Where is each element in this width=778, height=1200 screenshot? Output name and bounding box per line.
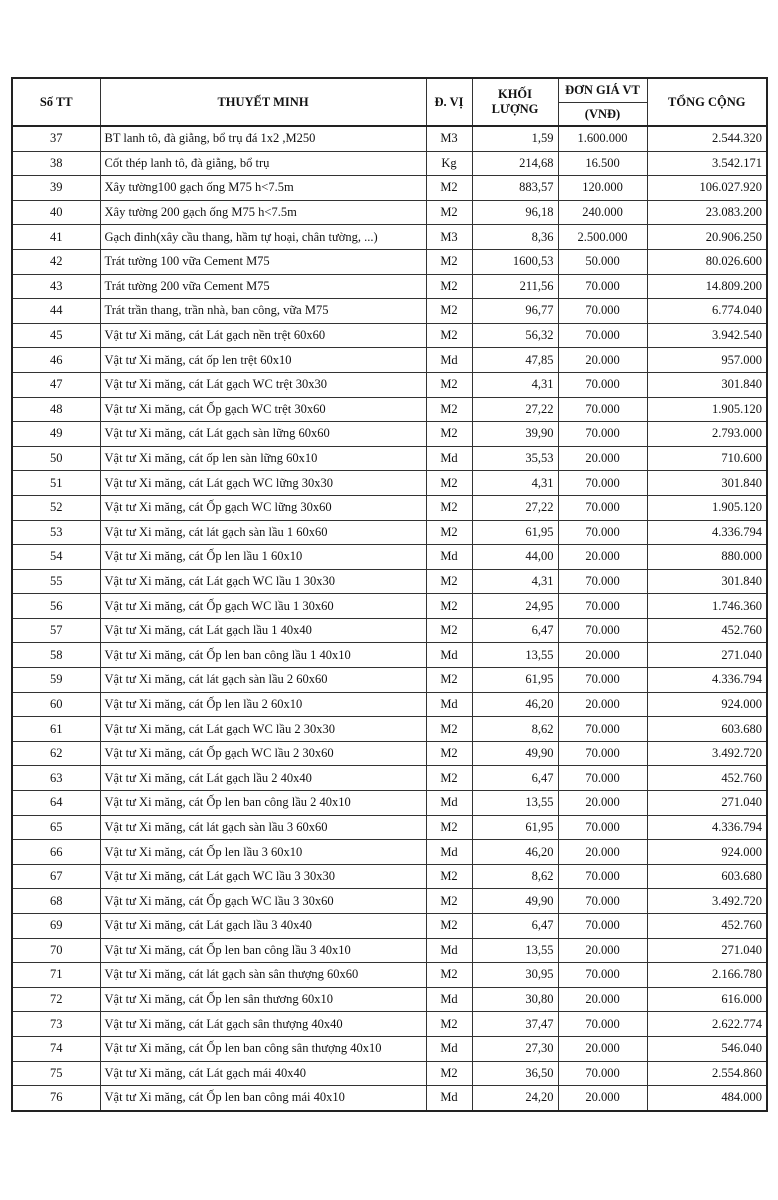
row-description: Vật tư Xi măng, cát Ốp len ban công lầu 2 40x10 bbox=[100, 791, 426, 816]
row-quantity: 8,62 bbox=[472, 864, 558, 889]
row-unit-price: 70.000 bbox=[558, 397, 647, 422]
row-unit-price: 70.000 bbox=[558, 864, 647, 889]
row-total: 23.083.200 bbox=[647, 200, 767, 225]
table-row bbox=[12, 717, 767, 742]
row-number: 51 bbox=[12, 471, 100, 496]
table-row bbox=[12, 446, 767, 471]
row-description: Vật tư Xi măng, cát Lát gạch WC lầu 3 30x30 bbox=[100, 864, 426, 889]
table-row bbox=[12, 618, 767, 643]
row-unit: M2 bbox=[426, 963, 472, 988]
table-row bbox=[12, 422, 767, 447]
row-unit: Md bbox=[426, 791, 472, 816]
table-row bbox=[12, 569, 767, 594]
row-number: 68 bbox=[12, 889, 100, 914]
header-stt: Số TT bbox=[12, 78, 100, 126]
header-unit-price-currency: (VNĐ) bbox=[558, 103, 647, 127]
row-description: Vật tư Xi măng, cát Lát gạch mái 40x40 bbox=[100, 1061, 426, 1086]
row-quantity: 27,30 bbox=[472, 1036, 558, 1061]
row-quantity: 96,18 bbox=[472, 200, 558, 225]
row-quantity: 27,22 bbox=[472, 397, 558, 422]
row-unit-price: 70.000 bbox=[558, 422, 647, 447]
row-quantity: 61,95 bbox=[472, 520, 558, 545]
row-quantity: 30,95 bbox=[472, 963, 558, 988]
header-total: TỔNG CỘNG bbox=[647, 78, 767, 126]
row-description: Vật tư Xi măng, cát Lát gạch nền trệt 60x60 bbox=[100, 323, 426, 348]
table-row bbox=[12, 200, 767, 225]
row-description: Vật tư Xi măng, cát Ốp len lầu 1 60x10 bbox=[100, 545, 426, 570]
table-row bbox=[12, 1086, 767, 1111]
row-number: 57 bbox=[12, 618, 100, 643]
row-unit: M2 bbox=[426, 914, 472, 939]
row-description: Vật tư Xi măng, cát Lát gạch lầu 3 40x40 bbox=[100, 914, 426, 939]
table-row bbox=[12, 741, 767, 766]
row-total: 2.793.000 bbox=[647, 422, 767, 447]
row-total: 452.760 bbox=[647, 618, 767, 643]
row-unit-price: 20.000 bbox=[558, 791, 647, 816]
row-description: Vật tư Xi măng, cát Ốp gạch WC lầu 3 30x60 bbox=[100, 889, 426, 914]
row-unit: Md bbox=[426, 348, 472, 373]
row-number: 44 bbox=[12, 299, 100, 324]
row-unit-price: 70.000 bbox=[558, 889, 647, 914]
row-number: 42 bbox=[12, 249, 100, 274]
table-row bbox=[12, 299, 767, 324]
row-description: Vật tư Xi măng, cát Ốp len ban công lầu 3 40x10 bbox=[100, 938, 426, 963]
row-unit-price: 70.000 bbox=[558, 299, 647, 324]
row-number: 66 bbox=[12, 840, 100, 865]
table-row bbox=[12, 963, 767, 988]
table-row bbox=[12, 1036, 767, 1061]
row-description: Gạch đinh(xây cầu thang, hầm tự hoại, chân tường, ...) bbox=[100, 225, 426, 250]
table-row bbox=[12, 987, 767, 1012]
row-unit-price: 70.000 bbox=[558, 766, 647, 791]
row-quantity: 6,47 bbox=[472, 914, 558, 939]
row-unit: M2 bbox=[426, 200, 472, 225]
table-row bbox=[12, 126, 767, 151]
row-unit-price: 70.000 bbox=[558, 594, 647, 619]
row-quantity: 44,00 bbox=[472, 545, 558, 570]
table-row bbox=[12, 372, 767, 397]
header-quantity-line1: KHỐI bbox=[497, 87, 533, 101]
row-number: 38 bbox=[12, 151, 100, 176]
row-total: 271.040 bbox=[647, 938, 767, 963]
row-unit: Md bbox=[426, 446, 472, 471]
row-description: Vật tư Xi măng, cát Lát gạch WC lầu 2 30x30 bbox=[100, 717, 426, 742]
row-number: 64 bbox=[12, 791, 100, 816]
row-number: 55 bbox=[12, 569, 100, 594]
row-description: Vật tư Xi măng, cát ốp len sàn lững 60x10 bbox=[100, 446, 426, 471]
row-total: 301.840 bbox=[647, 569, 767, 594]
row-unit-price: 70.000 bbox=[558, 274, 647, 299]
row-unit: M2 bbox=[426, 668, 472, 693]
row-total: 2.166.780 bbox=[647, 963, 767, 988]
row-total: 3.492.720 bbox=[647, 889, 767, 914]
row-number: 39 bbox=[12, 176, 100, 201]
row-quantity: 1,59 bbox=[472, 126, 558, 151]
row-total: 484.000 bbox=[647, 1086, 767, 1111]
row-description: Vật tư Xi măng, cát Ốp len ban công sân thượng 40x10 bbox=[100, 1036, 426, 1061]
row-unit: Md bbox=[426, 987, 472, 1012]
row-quantity: 883,57 bbox=[472, 176, 558, 201]
row-quantity: 30,80 bbox=[472, 987, 558, 1012]
row-description: Vật tư Xi măng, cát lát gạch sàn lầu 1 60x60 bbox=[100, 520, 426, 545]
table-row bbox=[12, 151, 767, 176]
row-unit-price: 20.000 bbox=[558, 840, 647, 865]
row-quantity: 4,31 bbox=[472, 372, 558, 397]
row-description: Vật tư Xi măng, cát Ốp gạch WC trệt 30x60 bbox=[100, 397, 426, 422]
row-unit: M2 bbox=[426, 495, 472, 520]
table-row bbox=[12, 815, 767, 840]
row-description: Trát tường 200 vữa Cement M75 bbox=[100, 274, 426, 299]
row-quantity: 13,55 bbox=[472, 938, 558, 963]
row-unit-price: 70.000 bbox=[558, 717, 647, 742]
row-quantity: 6,47 bbox=[472, 618, 558, 643]
header-quantity bbox=[472, 78, 558, 126]
row-unit: M3 bbox=[426, 225, 472, 250]
table-row bbox=[12, 594, 767, 619]
row-description: Vật tư Xi măng, cát Ốp gạch WC lầu 1 30x60 bbox=[100, 594, 426, 619]
row-description: Trát trần thang, trần nhà, ban công, vữa M75 bbox=[100, 299, 426, 324]
row-unit-price: 70.000 bbox=[558, 741, 647, 766]
row-unit: M2 bbox=[426, 299, 472, 324]
row-number: 56 bbox=[12, 594, 100, 619]
row-quantity: 47,85 bbox=[472, 348, 558, 373]
row-number: 52 bbox=[12, 495, 100, 520]
row-quantity: 1600,53 bbox=[472, 249, 558, 274]
row-unit: M2 bbox=[426, 741, 472, 766]
row-description: Vật tư Xi măng, cát Ốp len lầu 2 60x10 bbox=[100, 692, 426, 717]
row-total: 106.027.920 bbox=[647, 176, 767, 201]
row-number: 62 bbox=[12, 741, 100, 766]
row-total: 957.000 bbox=[647, 348, 767, 373]
table-row bbox=[12, 840, 767, 865]
row-description: Vật tư Xi măng, cát Lát gạch sàn lững 60x60 bbox=[100, 422, 426, 447]
row-unit: Md bbox=[426, 1086, 472, 1111]
row-total: 301.840 bbox=[647, 372, 767, 397]
row-number: 47 bbox=[12, 372, 100, 397]
row-unit-price: 70.000 bbox=[558, 372, 647, 397]
row-unit: M2 bbox=[426, 520, 472, 545]
row-unit-price: 20.000 bbox=[558, 692, 647, 717]
table-row bbox=[12, 914, 767, 939]
row-number: 37 bbox=[12, 126, 100, 151]
row-number: 72 bbox=[12, 987, 100, 1012]
row-unit: M2 bbox=[426, 889, 472, 914]
row-quantity: 6,47 bbox=[472, 766, 558, 791]
row-number: 75 bbox=[12, 1061, 100, 1086]
row-number: 67 bbox=[12, 864, 100, 889]
row-description: Xây tường 200 gạch ống M75 h<7.5m bbox=[100, 200, 426, 225]
row-total: 3.492.720 bbox=[647, 741, 767, 766]
row-quantity: 13,55 bbox=[472, 643, 558, 668]
row-unit-price: 70.000 bbox=[558, 323, 647, 348]
row-unit-price: 70.000 bbox=[558, 471, 647, 496]
row-number: 60 bbox=[12, 692, 100, 717]
row-unit: M2 bbox=[426, 176, 472, 201]
header-quantity-line2: LƯỢNG bbox=[491, 102, 539, 116]
table-row bbox=[12, 545, 767, 570]
table-row bbox=[12, 864, 767, 889]
row-number: 48 bbox=[12, 397, 100, 422]
row-number: 43 bbox=[12, 274, 100, 299]
row-unit: M2 bbox=[426, 249, 472, 274]
row-unit: M2 bbox=[426, 1012, 472, 1037]
cost-estimate-table bbox=[11, 77, 768, 1112]
row-number: 61 bbox=[12, 717, 100, 742]
header-unit-price: ĐƠN GIÁ VT bbox=[558, 78, 647, 103]
row-unit-price: 20.000 bbox=[558, 1036, 647, 1061]
row-number: 58 bbox=[12, 643, 100, 668]
row-total: 546.040 bbox=[647, 1036, 767, 1061]
row-unit: M2 bbox=[426, 422, 472, 447]
table-row bbox=[12, 938, 767, 963]
row-unit: M2 bbox=[426, 815, 472, 840]
row-quantity: 39,90 bbox=[472, 422, 558, 447]
row-quantity: 8,36 bbox=[472, 225, 558, 250]
row-unit-price: 70.000 bbox=[558, 495, 647, 520]
row-unit-price: 16.500 bbox=[558, 151, 647, 176]
row-total: 2.544.320 bbox=[647, 126, 767, 151]
row-number: 65 bbox=[12, 815, 100, 840]
row-number: 54 bbox=[12, 545, 100, 570]
row-unit-price: 240.000 bbox=[558, 200, 647, 225]
row-description: Vật tư Xi măng, cát Ốp gạch WC lững 30x60 bbox=[100, 495, 426, 520]
row-description: Vật tư Xi măng, cát ốp len trệt 60x10 bbox=[100, 348, 426, 373]
row-quantity: 37,47 bbox=[472, 1012, 558, 1037]
row-unit-price: 70.000 bbox=[558, 569, 647, 594]
row-unit: M2 bbox=[426, 569, 472, 594]
row-description: Vật tư Xi măng, cát Lát gạch WC lững 30x30 bbox=[100, 471, 426, 496]
row-total: 271.040 bbox=[647, 791, 767, 816]
row-unit: M2 bbox=[426, 864, 472, 889]
row-quantity: 24,95 bbox=[472, 594, 558, 619]
row-unit: M2 bbox=[426, 323, 472, 348]
row-description: Vật tư Xi măng, cát Ốp len lầu 3 60x10 bbox=[100, 840, 426, 865]
row-quantity: 211,56 bbox=[472, 274, 558, 299]
row-description: Vật tư Xi măng, cát Ốp len sân thương 60x10 bbox=[100, 987, 426, 1012]
table-row bbox=[12, 249, 767, 274]
row-unit-price: 70.000 bbox=[558, 1061, 647, 1086]
row-total: 452.760 bbox=[647, 914, 767, 939]
row-description: Vật tư Xi măng, cát lát gạch sàn lầu 3 60x60 bbox=[100, 815, 426, 840]
row-number: 70 bbox=[12, 938, 100, 963]
row-quantity: 49,90 bbox=[472, 741, 558, 766]
row-total: 1.905.120 bbox=[647, 397, 767, 422]
row-total: 603.680 bbox=[647, 717, 767, 742]
row-unit-price: 20.000 bbox=[558, 938, 647, 963]
table-row bbox=[12, 274, 767, 299]
row-total: 2.622.774 bbox=[647, 1012, 767, 1037]
row-unit-price: 20.000 bbox=[558, 1086, 647, 1111]
row-unit-price: 70.000 bbox=[558, 668, 647, 693]
row-quantity: 24,20 bbox=[472, 1086, 558, 1111]
row-description: Vật tư Xi măng, cát Lát gạch WC lầu 1 30x30 bbox=[100, 569, 426, 594]
row-unit: M2 bbox=[426, 594, 472, 619]
row-total: 1.746.360 bbox=[647, 594, 767, 619]
row-quantity: 4,31 bbox=[472, 569, 558, 594]
table-body bbox=[12, 126, 767, 1111]
row-number: 63 bbox=[12, 766, 100, 791]
table-row bbox=[12, 643, 767, 668]
row-unit: M2 bbox=[426, 397, 472, 422]
row-number: 76 bbox=[12, 1086, 100, 1111]
table-row bbox=[12, 397, 767, 422]
header-description: THUYẾT MINH bbox=[100, 78, 426, 126]
row-number: 69 bbox=[12, 914, 100, 939]
table-row bbox=[12, 692, 767, 717]
table-row bbox=[12, 889, 767, 914]
table-row bbox=[12, 791, 767, 816]
row-unit: M2 bbox=[426, 274, 472, 299]
row-unit: M2 bbox=[426, 372, 472, 397]
row-number: 59 bbox=[12, 668, 100, 693]
row-quantity: 8,62 bbox=[472, 717, 558, 742]
row-total: 14.809.200 bbox=[647, 274, 767, 299]
row-unit: Md bbox=[426, 692, 472, 717]
row-total: 271.040 bbox=[647, 643, 767, 668]
row-quantity: 27,22 bbox=[472, 495, 558, 520]
table-row bbox=[12, 471, 767, 496]
row-description: Vật tư Xi măng, cát Ốp len ban công lầu 1 40x10 bbox=[100, 643, 426, 668]
row-unit-price: 70.000 bbox=[558, 618, 647, 643]
row-unit: M2 bbox=[426, 766, 472, 791]
row-total: 4.336.794 bbox=[647, 668, 767, 693]
row-unit-price: 50.000 bbox=[558, 249, 647, 274]
row-unit: Md bbox=[426, 545, 472, 570]
row-total: 4.336.794 bbox=[647, 520, 767, 545]
row-number: 53 bbox=[12, 520, 100, 545]
row-number: 41 bbox=[12, 225, 100, 250]
row-unit-price: 120.000 bbox=[558, 176, 647, 201]
row-number: 74 bbox=[12, 1036, 100, 1061]
row-total: 20.906.250 bbox=[647, 225, 767, 250]
row-description: Vật tư Xi măng, cát Lát gạch lầu 1 40x40 bbox=[100, 618, 426, 643]
row-quantity: 46,20 bbox=[472, 840, 558, 865]
row-quantity: 56,32 bbox=[472, 323, 558, 348]
row-unit: Md bbox=[426, 938, 472, 963]
row-total: 6.774.040 bbox=[647, 299, 767, 324]
row-unit-price: 2.500.000 bbox=[558, 225, 647, 250]
row-total: 2.554.860 bbox=[647, 1061, 767, 1086]
row-quantity: 61,95 bbox=[472, 815, 558, 840]
row-quantity: 46,20 bbox=[472, 692, 558, 717]
row-quantity: 214,68 bbox=[472, 151, 558, 176]
row-number: 73 bbox=[12, 1012, 100, 1037]
row-description: Cốt thép lanh tô, đà giằng, bổ trụ bbox=[100, 151, 426, 176]
row-total: 452.760 bbox=[647, 766, 767, 791]
row-total: 603.680 bbox=[647, 864, 767, 889]
row-description: Vật tư Xi măng, cát Lát gạch sân thượng 40x40 bbox=[100, 1012, 426, 1037]
row-unit-price: 70.000 bbox=[558, 1012, 647, 1037]
table-row bbox=[12, 225, 767, 250]
table-row bbox=[12, 1012, 767, 1037]
row-quantity: 96,77 bbox=[472, 299, 558, 324]
row-total: 301.840 bbox=[647, 471, 767, 496]
row-description: Vật tư Xi măng, cát lát gạch sàn lầu 2 60x60 bbox=[100, 668, 426, 693]
table-row bbox=[12, 323, 767, 348]
row-number: 40 bbox=[12, 200, 100, 225]
row-unit: M2 bbox=[426, 618, 472, 643]
row-unit-price: 1.600.000 bbox=[558, 126, 647, 151]
row-unit: M2 bbox=[426, 471, 472, 496]
row-unit: Md bbox=[426, 1036, 472, 1061]
table-row bbox=[12, 1061, 767, 1086]
row-description: Vật tư Xi măng, cát Lát gạch lầu 2 40x40 bbox=[100, 766, 426, 791]
row-description: BT lanh tô, đà giằng, bổ trụ đá 1x2 ,M250 bbox=[100, 126, 426, 151]
row-total: 4.336.794 bbox=[647, 815, 767, 840]
row-description: Vật tư Xi măng, cát Lát gạch WC trệt 30x30 bbox=[100, 372, 426, 397]
table-row bbox=[12, 176, 767, 201]
row-unit-price: 20.000 bbox=[558, 545, 647, 570]
header-unit: Đ. VỊ bbox=[426, 78, 472, 126]
row-total: 1.905.120 bbox=[647, 495, 767, 520]
table-row bbox=[12, 495, 767, 520]
row-number: 50 bbox=[12, 446, 100, 471]
row-total: 924.000 bbox=[647, 840, 767, 865]
row-total: 924.000 bbox=[647, 692, 767, 717]
row-unit: Md bbox=[426, 643, 472, 668]
row-unit-price: 70.000 bbox=[558, 520, 647, 545]
row-description: Vật tư Xi măng, cát Ốp len ban công mái 40x10 bbox=[100, 1086, 426, 1111]
row-quantity: 35,53 bbox=[472, 446, 558, 471]
row-description: Xây tường100 gạch ống M75 h<7.5m bbox=[100, 176, 426, 201]
row-total: 3.942.540 bbox=[647, 323, 767, 348]
row-unit-price: 20.000 bbox=[558, 348, 647, 373]
row-description: Trát tường 100 vữa Cement M75 bbox=[100, 249, 426, 274]
row-unit-price: 20.000 bbox=[558, 446, 647, 471]
row-unit: M3 bbox=[426, 126, 472, 151]
row-number: 45 bbox=[12, 323, 100, 348]
row-quantity: 4,31 bbox=[472, 471, 558, 496]
row-quantity: 13,55 bbox=[472, 791, 558, 816]
row-quantity: 36,50 bbox=[472, 1061, 558, 1086]
row-unit-price: 70.000 bbox=[558, 815, 647, 840]
row-unit-price: 20.000 bbox=[558, 987, 647, 1012]
table-header bbox=[12, 78, 767, 126]
row-number: 49 bbox=[12, 422, 100, 447]
table-row bbox=[12, 520, 767, 545]
table-row bbox=[12, 348, 767, 373]
row-description: Vật tư Xi măng, cát Ốp gạch WC lầu 2 30x60 bbox=[100, 741, 426, 766]
row-quantity: 61,95 bbox=[472, 668, 558, 693]
row-unit: M2 bbox=[426, 717, 472, 742]
row-unit-price: 70.000 bbox=[558, 963, 647, 988]
row-total: 3.542.171 bbox=[647, 151, 767, 176]
table-row bbox=[12, 668, 767, 693]
row-unit-price: 70.000 bbox=[558, 914, 647, 939]
row-description: Vật tư Xi măng, cát lát gạch sàn sân thượng 60x60 bbox=[100, 963, 426, 988]
table-row bbox=[12, 766, 767, 791]
row-unit: M2 bbox=[426, 1061, 472, 1086]
row-quantity: 49,90 bbox=[472, 889, 558, 914]
row-total: 80.026.600 bbox=[647, 249, 767, 274]
row-unit-price: 20.000 bbox=[558, 643, 647, 668]
row-number: 71 bbox=[12, 963, 100, 988]
row-total: 880.000 bbox=[647, 545, 767, 570]
row-number: 46 bbox=[12, 348, 100, 373]
row-total: 616.000 bbox=[647, 987, 767, 1012]
row-unit: Kg bbox=[426, 151, 472, 176]
row-unit: Md bbox=[426, 840, 472, 865]
row-total: 710.600 bbox=[647, 446, 767, 471]
